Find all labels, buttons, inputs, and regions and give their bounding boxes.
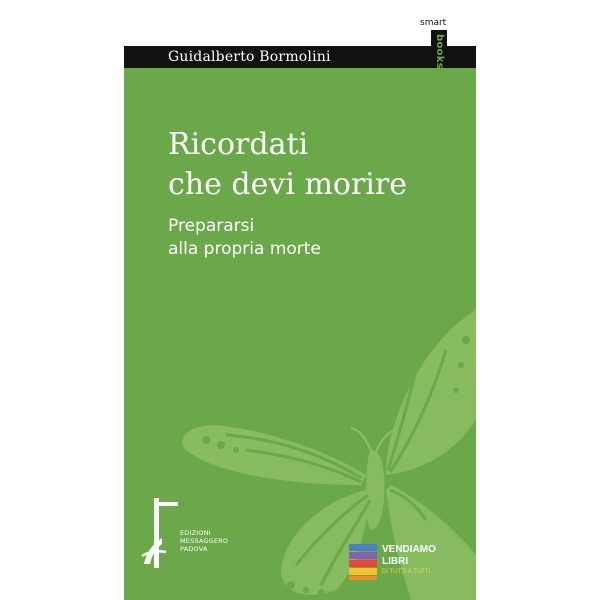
badge-line-2: LIBRI (382, 556, 409, 567)
publisher-name (180, 529, 228, 553)
book-title (168, 125, 407, 205)
publisher-line-2: MESSAGGERO (180, 537, 229, 545)
badge-tagline: DI TUTTI A TUTTI (382, 569, 431, 575)
publisher-line-3: PADOVA (180, 545, 208, 553)
author-name: Guidalberto Bormolini (168, 49, 331, 65)
vendiamo-libri-text (382, 544, 436, 577)
publisher-logo (140, 498, 180, 570)
subtitle-line-1: Prepararsi (168, 216, 255, 236)
title-line-2: che devi morire (168, 167, 407, 202)
subtitle-line-2: alla propria morte (168, 239, 321, 259)
title-line-1: Ricordati (168, 127, 309, 162)
series-name: books (434, 34, 445, 70)
vendiamo-libri-badge (349, 544, 379, 580)
series-prefix: smart (420, 18, 447, 28)
publisher-line-1: EDIZIONI (180, 529, 211, 537)
book-subtitle (168, 215, 321, 261)
badge-line-1: VENDIAMO (382, 544, 436, 555)
